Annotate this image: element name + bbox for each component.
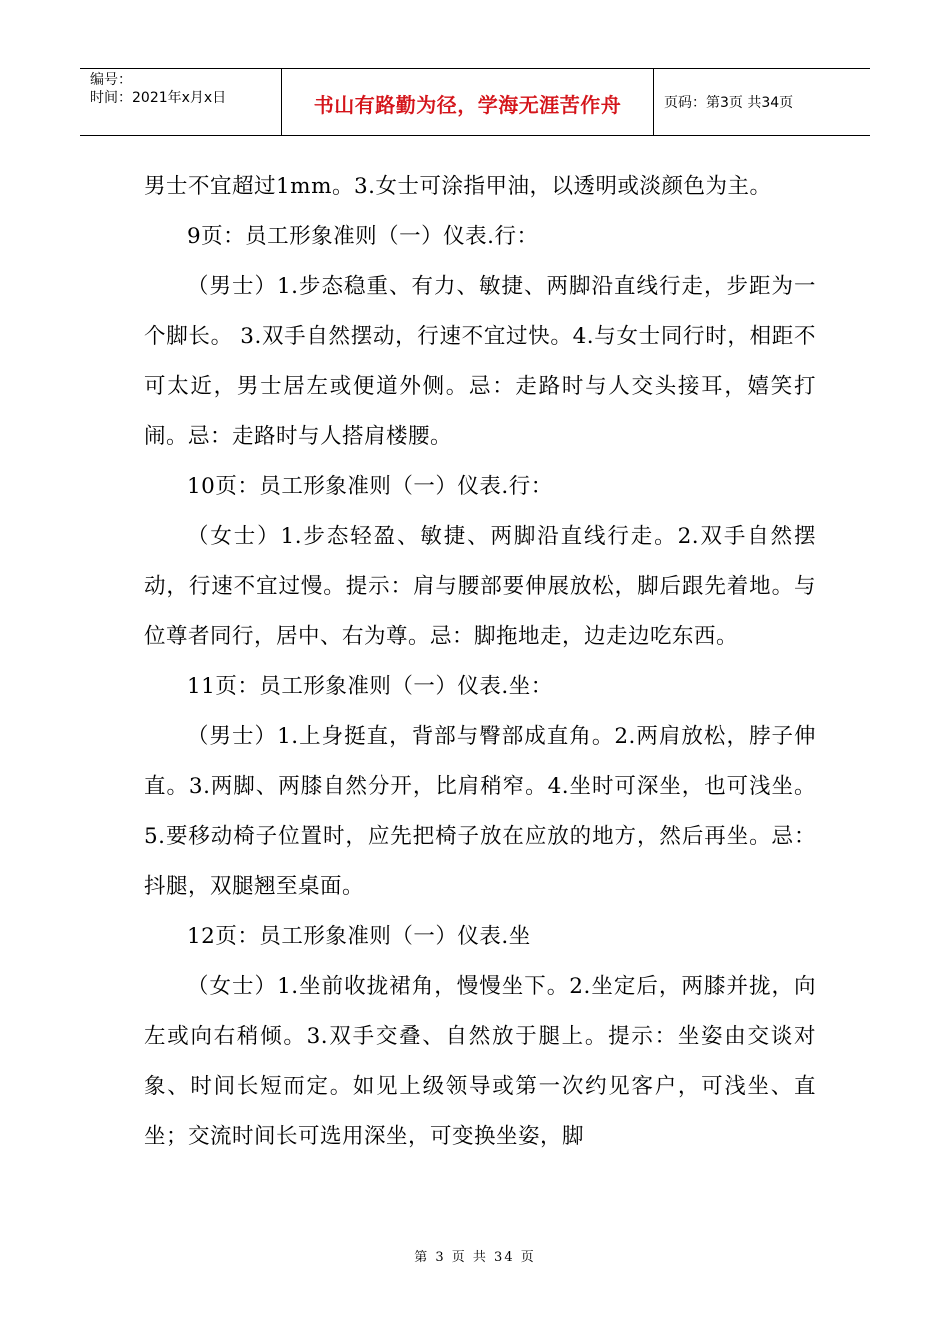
- page-header: [80, 68, 870, 136]
- section-heading: 12页：员工形象准则（一）仪表.坐: [187, 924, 531, 949]
- paragraph: （男士）1.步态稳重、有力、敏捷、两脚沿直线行走，步距为一个脚长。 3.双手自然摆动，行速不宜过快。4.与女士同行时，相距不可太近，男士居左或便道外侧。忌：走路时与人交头接耳，嬉笑打闹。忌：走路时与人搭肩楼腰。: [144, 274, 816, 449]
- section-heading: 10页：员工形象准则（一）仪表.行：: [187, 474, 553, 499]
- section-heading: 11页：员工形象准则（一）仪表.坐：: [187, 674, 553, 699]
- paragraph: （女士）1.步态轻盈、敏捷、两脚沿直线行走。2.双手自然摆动，行速不宜过慢。提示：肩与腰部要伸展放松，脚后跟先着地。与位尊者同行，居中、右为尊。忌：脚拖地走，边走边吃东西。: [144, 524, 816, 649]
- header-motto-cell: [282, 69, 654, 135]
- page-footer: [0, 1246, 950, 1265]
- document-body: [144, 162, 816, 1162]
- paragraph: （女士）1.坐前收拢裙角，慢慢坐下。2.坐定后，两膝并拢，向左或向右稍倾。3.双手交叠、自然放于腿上。提示：坐姿由交谈对象、时间长短而定。如见上级领导或第一次约见客户，可浅坐、直坐；交流时间长可选用深坐，可变换坐姿，脚: [144, 974, 816, 1149]
- header-meta: [80, 69, 282, 135]
- paragraph: （男士）1.上身挺直，背部与臀部成直角。2.两肩放松，脖子伸直。3.两脚、两膝自然分开，比肩稍窄。4.坐时可深坐，也可浅坐。5.要移动椅子位置时，应先把椅子放在应放的地方，然后再坐。忌：抖腿，双腿翘至桌面。: [144, 724, 816, 899]
- header-motto: 书山有路勤为径，学海无涯苦作舟: [313, 92, 622, 117]
- header-page-info: 页码：第3页 共34页: [664, 95, 794, 111]
- document-date: 时间：2021年x月x日: [90, 90, 227, 106]
- footer-page-number: 第 3 页 共 34 页: [414, 1250, 536, 1265]
- document-number-label: 编号：: [90, 72, 132, 88]
- section-heading: 9页：员工形象准则（一）仪表.行：: [187, 224, 539, 249]
- header-page-info-cell: [654, 69, 870, 135]
- paragraph: 男士不宜超过1mm。3.女士可涂指甲油，以透明或淡颜色为主。: [144, 174, 772, 199]
